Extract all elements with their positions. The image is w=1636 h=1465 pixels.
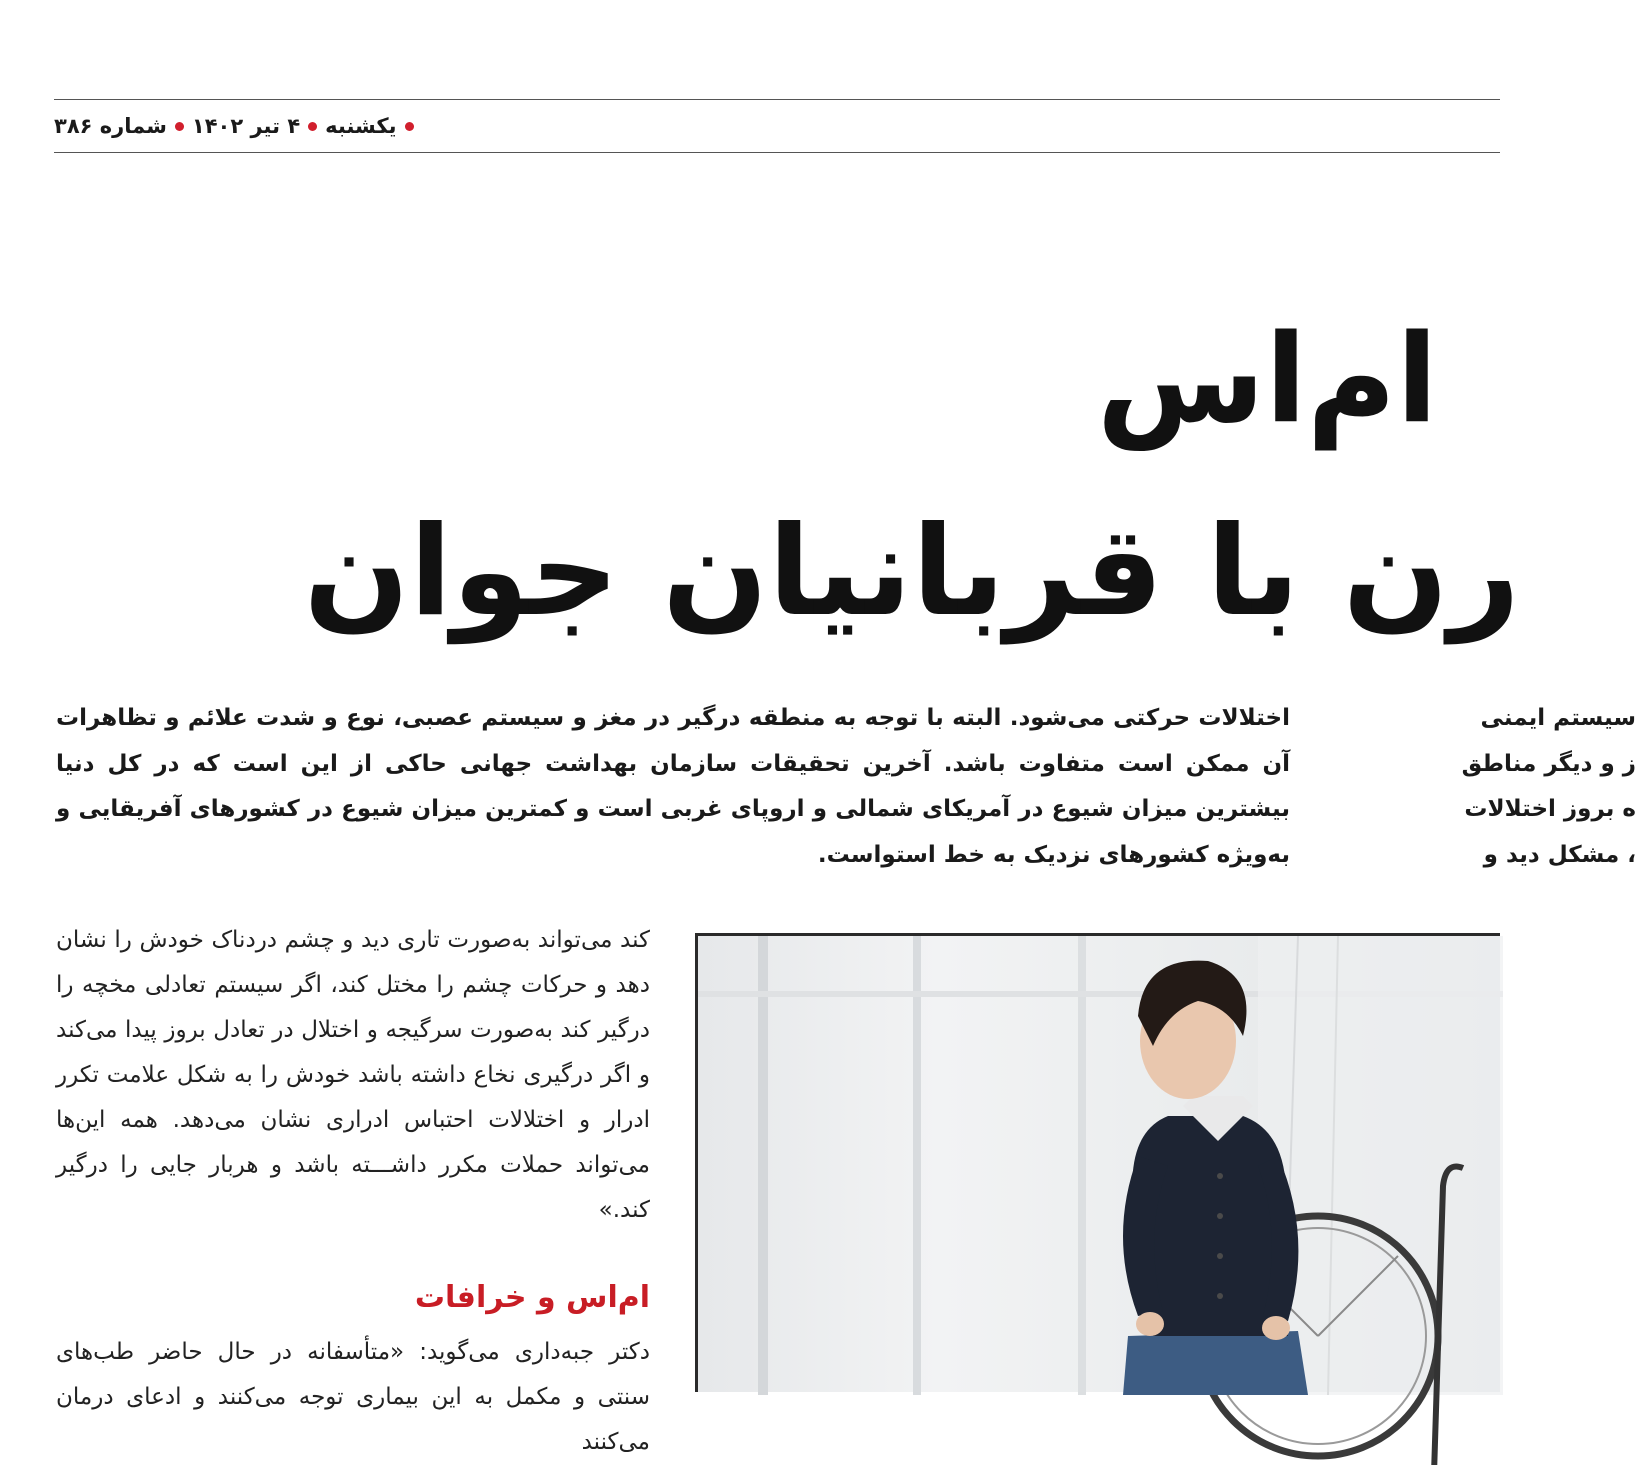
issue-number: شماره ۳۸۶ [54,114,167,138]
lead-cut-column [1336,696,1636,886]
lead-paragraph: اختلالات حرکتی می‌شود. البته با توجه به منطقه درگیر در مغز و سیستم عصبی، نوع و شدت علائم و تظاهرات آن ممکن است متفاوت باشد. آخرین تحقیقات سازمان بهداشت جهانی حاکی از این است که در کل دنیا بیشترین میزان شیوع در آمریکای شمالی و اروپای غربی است و کمترین میزان شیوع در کشورهای آفریقایی و به‌ویژه کشورهای نزدیک به خط استواست. [56,705,1290,868]
headline-line-1: ام‌اس [1096,308,1438,450]
headline-line-2: رن با قربانیان جوان [303,500,1520,644]
bullet-icon [405,122,414,131]
body-paragraph-2: دکتر جبه‌داری می‌گوید: «متأسفانه در حال حاضر طب‌های سنتی و مکمل به این بیماری توجه می‌کنند و ادعای درمان می‌کنند [56,1339,650,1455]
lead-cut-line: ز و دیگر مناطق [1461,750,1636,777]
wheelchair-man-illustration [698,936,1503,1395]
lead-cut-line: سیستم ایمنی [1480,705,1636,731]
issue-weekday: یکشنبه [325,114,397,138]
issue-meta [54,110,414,142]
section-subhead: ام‌اس و خرافات [414,1280,650,1315]
bullet-icon [175,122,184,131]
issue-date: ۴ تیر ۱۴۰۲ [191,114,301,138]
body-paragraph-1: کند می‌تواند به‌صورت تاری دید و چشم دردناک خودش را نشان دهد و حرکات چشم را مختل کند، اگر سیستم تعادلی مخچه را درگیر کند به‌صورت سرگیجه و اختلال در تعادل بروز پیدا می‌کند و اگر درگیری نخاع داشته باشد خودش را به شکل علامت تکرر ادرار و اختلالات احتباس ادراری نشان می‌دهد. همه این‌ها می‌تواند حملات مکرر داشـــته باشد و هربار جایی را درگیر کند.» [56,927,650,1223]
top-rule [54,99,1500,100]
lead-cut-line: ، مشکل دید و [1483,841,1636,868]
bottom-rule [54,152,1500,153]
bullet-icon [308,122,317,131]
article-photo [695,933,1500,1392]
lead-cut-line: ه بروز اختلالات [1464,796,1636,822]
